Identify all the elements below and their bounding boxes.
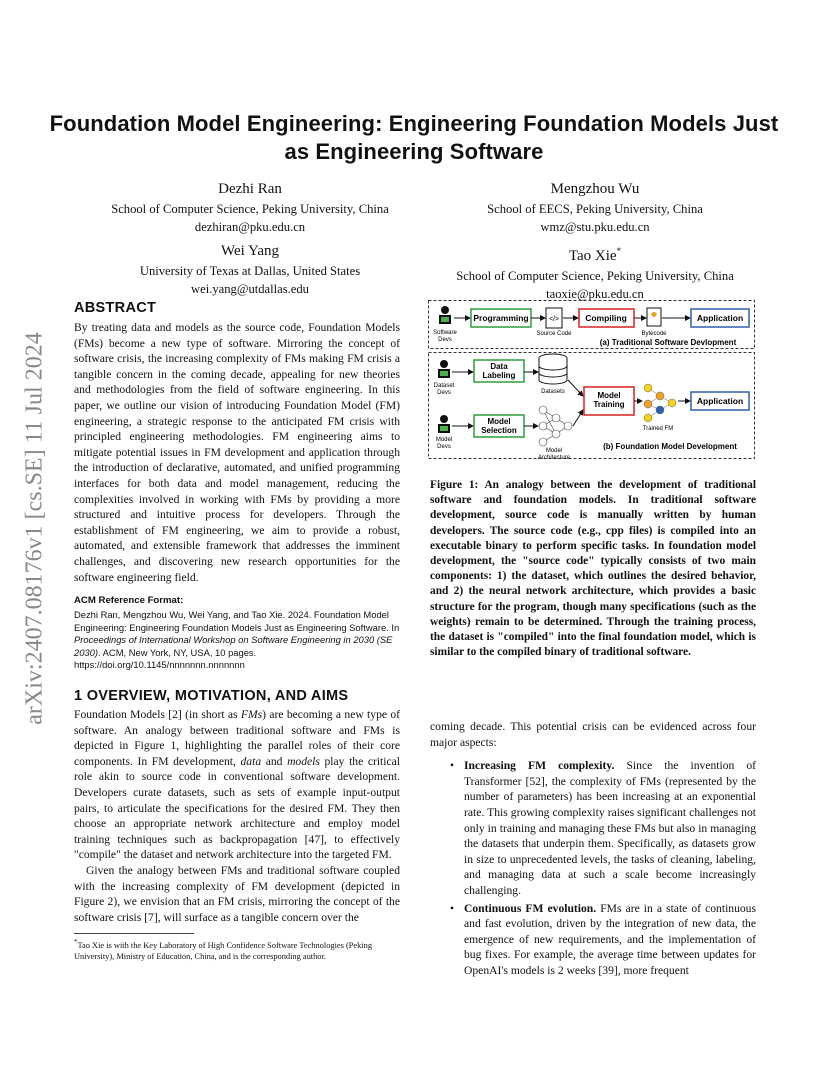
- panel-a-caption: (a) Traditional Software Devlopment: [599, 338, 737, 347]
- bullet-lead: Increasing FM complexity.: [464, 759, 615, 773]
- author-name: Dezhi Ran: [218, 181, 282, 197]
- dataset-dev-icon: [438, 360, 450, 378]
- application-label: Application: [696, 313, 744, 323]
- figure-1: [428, 300, 756, 462]
- software-devs-label: Software Devs: [433, 330, 457, 343]
- acm-text: . ACM, New York, NY, USA, 10 pages. https://doi.org/10.1145/nnnnnnn.nnnnnnn: [74, 646, 257, 671]
- author-affiliation: School of Computer Science, Peking University, China: [111, 202, 389, 216]
- bullet-lead: Continuous FM evolution.: [464, 901, 597, 915]
- programming-label: Programming: [473, 313, 529, 323]
- section1-paragraph-1: [74, 707, 400, 863]
- author-name: Tao Xie*: [568, 246, 622, 264]
- model-selection-label: Model Selection: [481, 417, 517, 435]
- section-heading: 1 OVERVIEW, MOTIVATION, AND AIMS: [74, 688, 349, 705]
- network-icon: [539, 406, 572, 446]
- text-run: ) are becoming a new type of software. An analogy between traditional software and FMs is depicted in Figure 1, highlighting the parallel roles of their core components. In FM development,: [74, 708, 401, 768]
- acm-heading: ACM Reference Format:: [74, 595, 184, 607]
- author-affiliation: University of Texas at Dallas, United States: [139, 264, 361, 278]
- bytecode-label: Bytecode: [641, 331, 667, 337]
- database-icon: [539, 354, 567, 384]
- datasets-label: Datasets: [541, 389, 565, 395]
- author-affiliation: School of EECS, Peking University, China: [487, 202, 703, 216]
- text-run: Foundation Models [2] (in short as: [74, 708, 241, 722]
- right-column: [430, 719, 756, 979]
- abstract-heading: ABSTRACT: [74, 300, 157, 316]
- figure-caption: Figure 1: An analogy between the development of traditional software and foundation models. In traditional software development, source code is manually written by human developers. The source code (e.g., cpp files) is compiled into an executable binary to perform specific tasks. In foundation model development, the "source code" typically consists of two main components: 1) the dataset, which outlines the desired behavior, and 2) the neural network architecture, which provides a basic structure for the program, though many specifications (such as the weights) remain to be determined. Through the training process, the dataset is "compiled" into the final foundation model, which is similar to the compiled binary of traditional software.: [430, 479, 756, 659]
- trained-fm-icon: [644, 384, 676, 422]
- compiling-label: Compiling: [585, 313, 627, 323]
- acm-venue: Proceedings of International Workshop on Software Engineering in 2030 (SE 2030): [74, 634, 393, 658]
- bullet-item: [450, 901, 756, 979]
- bullet-text: Since the invention of Transformer [52], the complexity of FMs (represented by the number of parameters) has been increasing at an exponential rate. This growing complexity raises significant challenges not only in training and managing these FMs but also in managing the datasets that underpin them. Specifically, as datasets grow in size to unprecedented levels, the tasks of cleaning, labeling, and managing data at such a scale become increasingly challenging.: [464, 759, 756, 897]
- footnote-rule: [74, 933, 194, 934]
- bullet-list: [450, 758, 756, 978]
- dataset-devs-label: Dataset Devs: [433, 383, 455, 396]
- author-name: Mengzhou Wu: [550, 181, 640, 197]
- author-block-1: [70, 178, 430, 236]
- developer-icon: [439, 306, 451, 324]
- source-code-icon: [546, 308, 562, 328]
- application-label-b: Application: [696, 396, 744, 406]
- bullet-item: [450, 758, 756, 898]
- author-email[interactable]: wmz@stu.pku.edu.cn: [540, 220, 650, 234]
- bytecode-icon: [647, 308, 661, 326]
- section1-paragraph-3: coming decade. This potential crisis can be evidenced across four major aspects:: [430, 720, 756, 749]
- text-run: data: [240, 754, 262, 768]
- model-dev-icon: [438, 415, 450, 433]
- author-block-3: [70, 240, 430, 298]
- section1-paragraph-2: Given the analogy between FMs and traditional software coupled with the increasing complexity of FM development (depicted in Figure 2), we envision that an FM crisis, mirroring the concept of the software crisis [7], will surface as a tangible concern over the: [74, 864, 400, 924]
- acm-text: Dezhi Ran, Mengzhou Wu, Wei Yang, and Tao Xie. 2024. Foundation Model Engineering: Engineering Foundation Models Just as Engineering Software. In: [74, 609, 400, 633]
- abstract-text: By treating data and models as the source code, Foundation Models (FMs) become a new type of software. Mirroring the concept of software crisis, the increasing complexity of FMs making FM crisis a tangible concern in the coming decade, appealing for new theories and methodologies from the field of software engineering. In this paper, we outline our vision of introducing Foundation Model (FM) engineering, a strategic response to the anticipated FM crisis with principled engineering methodologies. FM engineering aims to mitigate potential issues in FM development and application through the introduction of declarative, automated, and unified programming interfaces for both data and model management, reducing the complexities involved in working with FMs by providing a more structured and intuitive process for developers. Through the establishment of FM engineering, we aim to provide a robust, automated, and extensible framework that addresses the imminent challenges, and discovering new research opportunities for the software engineering field.: [74, 321, 400, 584]
- author-email[interactable]: taoxie@pku.edu.cn: [546, 287, 644, 301]
- author-block-4: [410, 240, 780, 303]
- data-labeling-label: Data Labeling: [482, 362, 516, 380]
- svg-text:</>: </>: [548, 316, 560, 323]
- paper-title: Foundation Model Engineering: Engineering Foundation Models Just as Engineering Software: [49, 111, 779, 164]
- panel-b-caption: (b) Foundation Model Development: [603, 442, 737, 451]
- author-name: Wei Yang: [221, 243, 279, 259]
- author-email[interactable]: wei.yang@utdallas.edu: [191, 282, 309, 296]
- text-run: play the critical role akin to source code in conventional software development. Developers curate datasets, such as sets of example input-output pairs, to articulate the specifications for the desired FM. They then choose an appropriate network architecture and employ model training techniques such as backpropagation [47], to effectively "compile" the dataset and network architecture into the targeted FM.: [74, 754, 401, 862]
- model-training-label: Model Training: [593, 391, 625, 409]
- footnote-marker: *: [616, 246, 622, 256]
- model-architecture-label: Model Architecture: [537, 448, 571, 461]
- text-run: models: [287, 754, 320, 768]
- footnote-text: *Tao Xie is with the Key Laboratory of High Confidence Software Technologies (Peking University), Ministry of Education, China, and is the corresponding author.: [74, 938, 373, 961]
- trained-fm-label: Trained FM: [642, 426, 674, 432]
- bullet-text: FMs are in a state of continuous and fast evolution, driven by the integration of new data, the emergence of new requirements, and the implementation of bug fixes. For example, the average time between updates for OpenAI's models is 2 weeks [39], more frequent: [464, 901, 756, 977]
- source-code-label: Source Code: [536, 331, 572, 337]
- footnote: [74, 933, 400, 962]
- acm-reference: [74, 609, 400, 672]
- author-email[interactable]: dezhiran@pku.edu.cn: [194, 220, 306, 234]
- text-run: FMs: [240, 708, 263, 722]
- author-block-2: [410, 178, 780, 236]
- arxiv-stamp-text: arXiv:2407.08176v1 [cs.SE] 11 Jul 2024: [21, 332, 48, 725]
- model-devs-label: Model Devs: [435, 437, 453, 450]
- left-column: [74, 300, 400, 925]
- arxiv-stamp: [20, 300, 50, 760]
- author-affiliation: School of Computer Science, Peking University, China: [456, 269, 734, 283]
- figure-1-diagram: [428, 300, 756, 462]
- text-run: and: [261, 754, 288, 768]
